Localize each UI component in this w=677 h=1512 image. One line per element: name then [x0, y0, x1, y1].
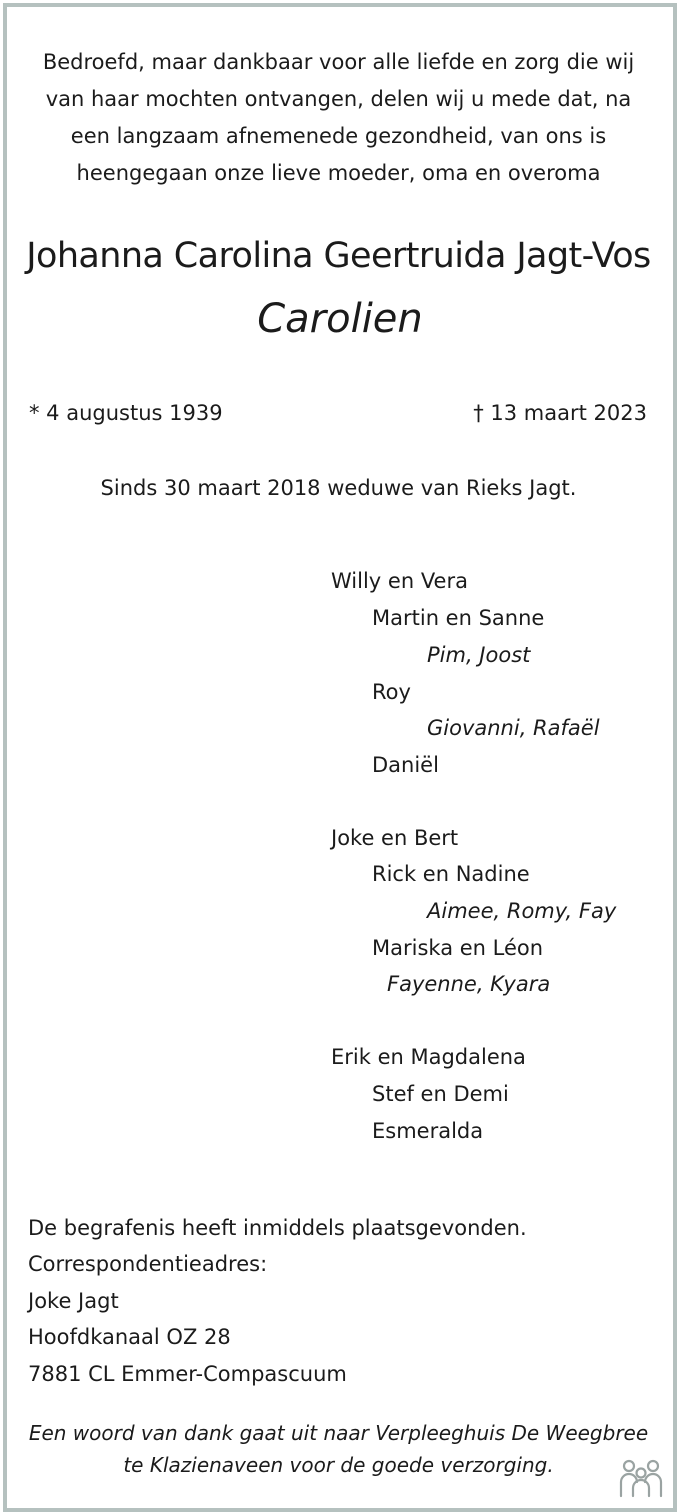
family-child: Martin en Sanne [372, 606, 545, 630]
correspondence-street: Hoofdkanaal OZ 28 [28, 1325, 231, 1349]
intro-line: een langzaam afnemenede gezondheid, van ons is [70, 124, 607, 148]
family-child: Daniël [372, 753, 439, 777]
family-parents: Joke en Bert [331, 826, 459, 850]
intro-line: heengegaan onze lieve moeder, oma en overoma [76, 161, 601, 185]
intro-line: Bedroefd, maar dankbaar voor alle liefde en zorg die wij [42, 50, 635, 74]
family-parents: Erik en Magdalena [331, 1045, 526, 1069]
thanks-text [0, 1417, 677, 1481]
deceased-nickname: Carolien [257, 296, 423, 342]
intro-text [10, 44, 667, 192]
family-child: Roy [372, 680, 411, 704]
family-child: Stef en Demi [372, 1082, 509, 1106]
birth-date: * 4 augustus 1939 [29, 401, 223, 425]
death-date: † 13 maart 2023 [473, 401, 647, 425]
family-child: Rick en Nadine [372, 862, 530, 886]
correspondence-city: 7881 CL Emmer-Compascuum [28, 1362, 347, 1386]
family-grandchildren: Fayenne, Kyara [387, 972, 551, 996]
family-child: Esmeralda [372, 1119, 484, 1143]
thanks-line: te Klazienaveen voor de goede verzorging. [123, 1453, 554, 1477]
family-child: Mariska en Léon [372, 936, 544, 960]
family-group-icon [618, 1456, 664, 1500]
family-grandchildren: Pim, Joost [427, 643, 531, 667]
intro-line: van haar mochten ontvangen, delen wij u mede dat, na [45, 87, 632, 111]
correspondence-label: Correspondentieadres: [28, 1252, 268, 1276]
deceased-full-name: Johanna Carolina Geertruida Jagt-Vos [26, 236, 651, 276]
widow-line: Sinds 30 maart 2018 weduwe van Rieks Jagt. [100, 476, 577, 500]
family-grandchildren: Aimee, Romy, Fay [427, 899, 617, 923]
family-grandchildren: Giovanni, Rafaël [427, 716, 600, 740]
correspondence-name: Joke Jagt [28, 1289, 119, 1313]
thanks-line: Een woord van dank gaat uit naar Verpleeghuis De Weegbree [28, 1421, 649, 1445]
funeral-note: De begrafenis heeft inmiddels plaatsgevonden. [28, 1216, 527, 1240]
family-parents: Willy en Vera [331, 569, 468, 593]
